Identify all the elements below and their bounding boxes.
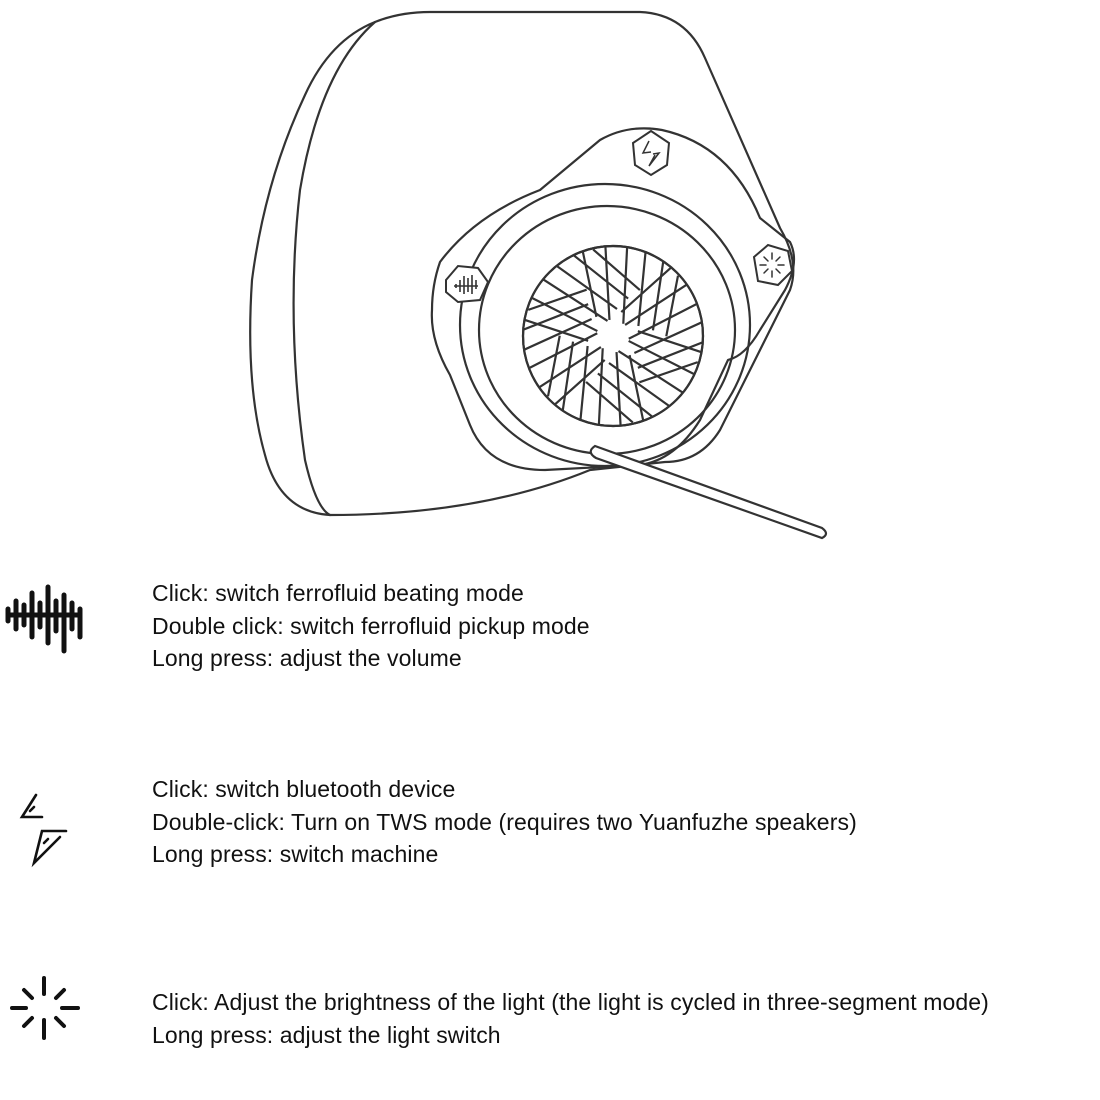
bluetooth-bolt-icon — [0, 787, 110, 877]
panel-button-wave — [446, 266, 488, 302]
sound-wave-icon — [0, 579, 110, 669]
legend-line: Long press: switch machine — [152, 841, 439, 867]
legend-text-light — [152, 986, 1100, 1051]
legend-text-bolt — [152, 773, 1100, 871]
speaker-cable — [591, 446, 826, 538]
legend-line: Double-click: Turn on TWS mode (requires two Yuanfuzhe speakers) — [152, 808, 857, 835]
panel-button-light — [754, 245, 792, 285]
legend-line: Click: switch ferrofluid beating mode — [152, 580, 524, 606]
speaker-grille — [453, 176, 774, 496]
panel-button-bolt — [633, 131, 669, 175]
legend-text-wave — [152, 577, 1100, 675]
legend-line: Click: Adjust the brightness of the light (the light is cycled in three-segment mode) — [152, 989, 989, 1015]
legend-line: Click: switch bluetooth device — [152, 776, 456, 802]
legend-line: Long press: adjust the light switch — [152, 1021, 501, 1048]
speaker-body-edge — [294, 22, 375, 515]
legend-line: Double click: switch ferrofluid pickup mode — [152, 612, 590, 639]
legend-line: Long press: adjust the volume — [152, 645, 462, 671]
light-icon — [0, 970, 110, 1060]
